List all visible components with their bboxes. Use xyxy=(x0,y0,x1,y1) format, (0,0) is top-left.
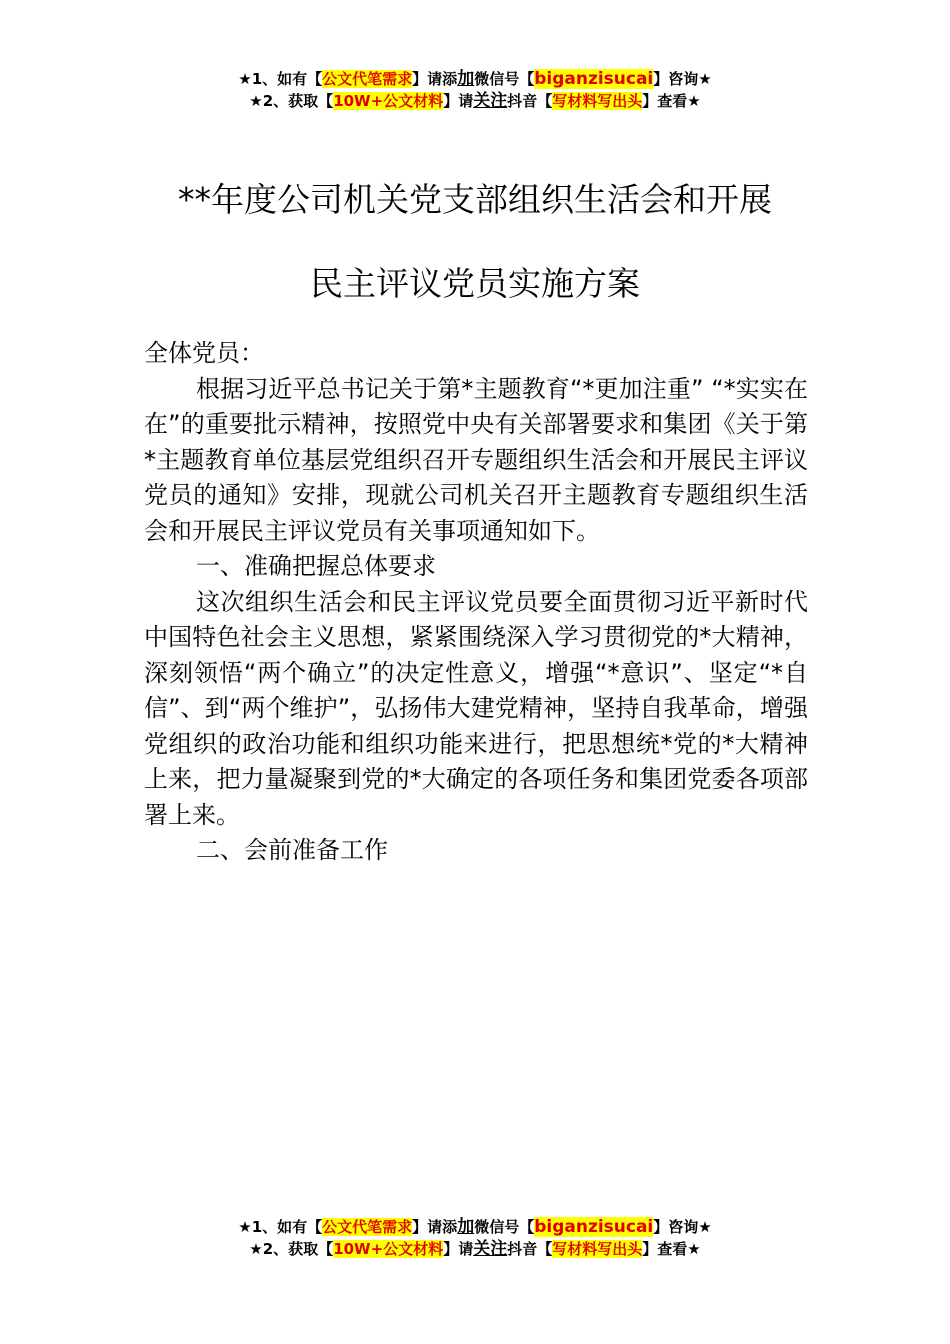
banner-text: ★1、如有【 xyxy=(238,1218,323,1236)
banner-emphasis: 加 xyxy=(457,69,475,89)
banner-highlight: 公文代笔需求 xyxy=(322,70,413,88)
banner-highlight: 公文代笔需求 xyxy=(322,1218,413,1236)
banner-emphasis: 关注 xyxy=(473,91,508,111)
banner-line-1 xyxy=(0,1216,950,1238)
document-body xyxy=(144,336,808,869)
banner-text: ★1、如有【 xyxy=(238,70,323,88)
document-title xyxy=(0,158,950,326)
banner-text: 】咨询★ xyxy=(653,70,712,88)
header-banner xyxy=(0,68,950,112)
banner-text: 】查看★ xyxy=(642,1240,701,1258)
banner-text: 】请添 xyxy=(412,70,458,88)
banner-highlight: 10W+公文材料 xyxy=(333,92,444,110)
banner-text: ★2、获取【 xyxy=(249,92,334,110)
footer-banner xyxy=(0,1216,950,1260)
banner-line-2 xyxy=(0,90,950,112)
banner-highlight: biganzisucai xyxy=(534,69,654,89)
banner-line-2 xyxy=(0,1238,950,1260)
banner-highlight: 写材料写出头 xyxy=(552,92,643,110)
banner-highlight: 10W+公文材料 xyxy=(333,1240,444,1258)
title-line-1: **年度公司机关党支部组织生活会和开展 xyxy=(178,180,772,219)
banner-text: 微信号【 xyxy=(474,70,535,88)
banner-text: 】咨询★ xyxy=(653,1218,712,1236)
banner-text: ★2、获取【 xyxy=(249,1240,334,1258)
banner-emphasis: 加 xyxy=(457,1217,475,1237)
paragraph-requirements: 这次组织生活会和民主评议党员要全面贯彻习近平新时代中国特色社会主义思想，紧紧围绕深入学习贯彻党的*大精神，深刻领悟“两个确立”的决定性意义，增强“*意识”、坚定“*自信”、到“两个维护”，弘扬伟大建党精神，坚持自我革命，增强党组织的政治功能和组织功能来进行，把思想统*党的*大精神上来，把力量凝聚到党的*大确定的各项任务和集团党委各项部署上来。 xyxy=(144,587,808,829)
banner-text: 】请 xyxy=(443,92,474,110)
salutation: 全体党员： xyxy=(144,339,264,367)
banner-line-1 xyxy=(0,68,950,90)
title-line-2: 民主评议党员实施方案 xyxy=(310,264,640,303)
banner-text: 】请添 xyxy=(412,1218,458,1236)
banner-highlight: biganzisucai xyxy=(534,1217,654,1237)
banner-text: 抖音【 xyxy=(507,92,553,110)
banner-emphasis: 关注 xyxy=(473,1239,508,1259)
banner-highlight: 写材料写出头 xyxy=(552,1240,643,1258)
banner-text: 】查看★ xyxy=(642,92,701,110)
banner-text: 微信号【 xyxy=(474,1218,535,1236)
section-heading-1: 一、准确把握总体要求 xyxy=(196,552,436,580)
banner-text: 抖音【 xyxy=(507,1240,553,1258)
banner-text: 】请 xyxy=(443,1240,474,1258)
section-heading-2: 二、会前准备工作 xyxy=(196,836,388,864)
paragraph-intro: 根据习近平总书记关于第*主题教育“*更加注重” “*实实在在”的重要批示精神，按照党中央有关部署要求和集团《关于第*主题教育单位基层党组织召开专题组织生活会和开展民主评议党员的通知》安排，现就公司机关召开主题教育专题组织生活会和开展民主评议党员有关事项通知如下。 xyxy=(144,374,808,545)
